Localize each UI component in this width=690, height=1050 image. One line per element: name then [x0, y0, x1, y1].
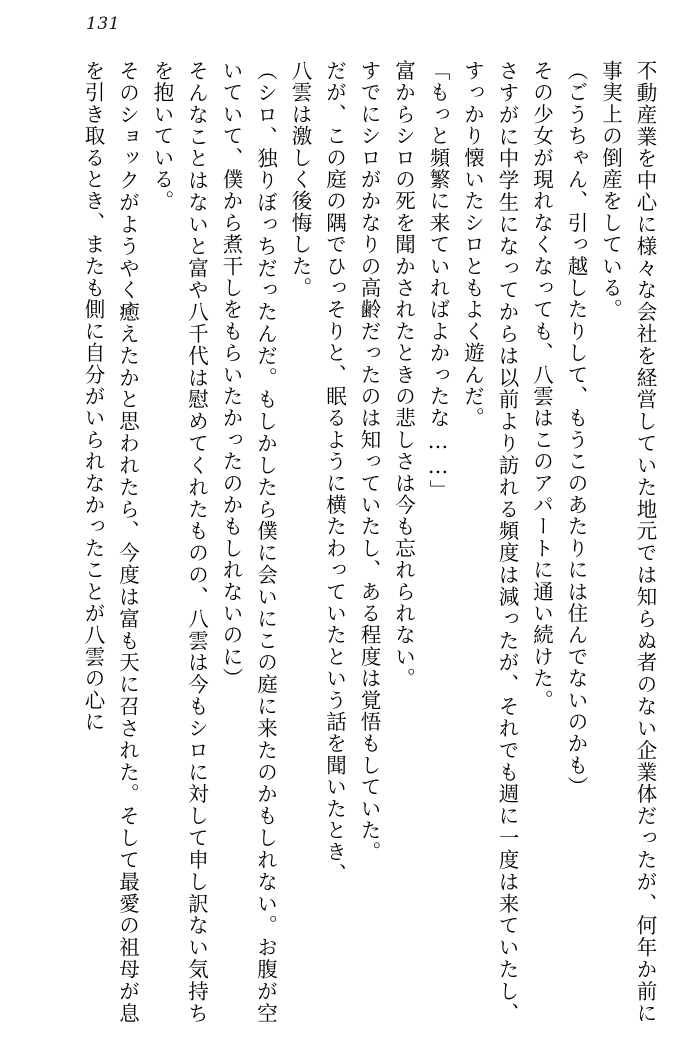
paragraph: （ごうちゃん、引っ越したりして、もうこのあたりには住んでないのかも）: [564, 60, 588, 798]
page-number: 131: [86, 14, 120, 34]
paragraph: だが、この庭の隅でひっそりと、眠るように横たわっていたという話を聞いたとき、: [322, 60, 347, 885]
paragraph: 「もっと頻繁に来ていればよかったな……」: [426, 60, 450, 501]
paragraph: すでにシロがかなりの高齢だったのは知っていたし、ある程度は覚悟もしていた。: [357, 60, 381, 863]
paragraph: さすがに中学生になってからは以前より訪れる頻度は減ったが、それでも週に一度は来ていたし、すっかり懐いたシロともよく遊んだ。: [460, 60, 519, 1024]
paragraph: その少女が現れなくなっても、八雲はこのアパートに通い続けた。: [529, 60, 554, 711]
paragraph: そのショックがようやく癒えたかと思われたら、今度は富も天に召された。そして最愛の祖母が息を引き取るとき、またも側に自分がいられなかったことが八雲の心に: [81, 60, 140, 1024]
paragraph: 富からシロの死を聞かされたときの悲しさは今も忘れられない。: [391, 60, 416, 690]
paragraph: 八雲は激しく後悔した。: [288, 60, 312, 299]
paragraph: （シロ、独りぼっちだったんだ。もしかしたら僕に会いにこの庭に来たのかもしれない。お腹が空いていて、僕から煮干しをもらいたかったのかもしれないのに）: [219, 60, 278, 1024]
paragraph: そんなことはないと富や八千代は慰めてくれたものの、八雲は今もシロに対して申し訳ない気持ちを抱いている。: [150, 60, 209, 1024]
paragraph: 不動産業を中心に様々な会社を経営していた地元では知らぬ者のない企業体だったが、何年か前に事実上の倒産をしている。: [598, 60, 657, 1024]
vertical-text-body: [48, 60, 662, 1024]
